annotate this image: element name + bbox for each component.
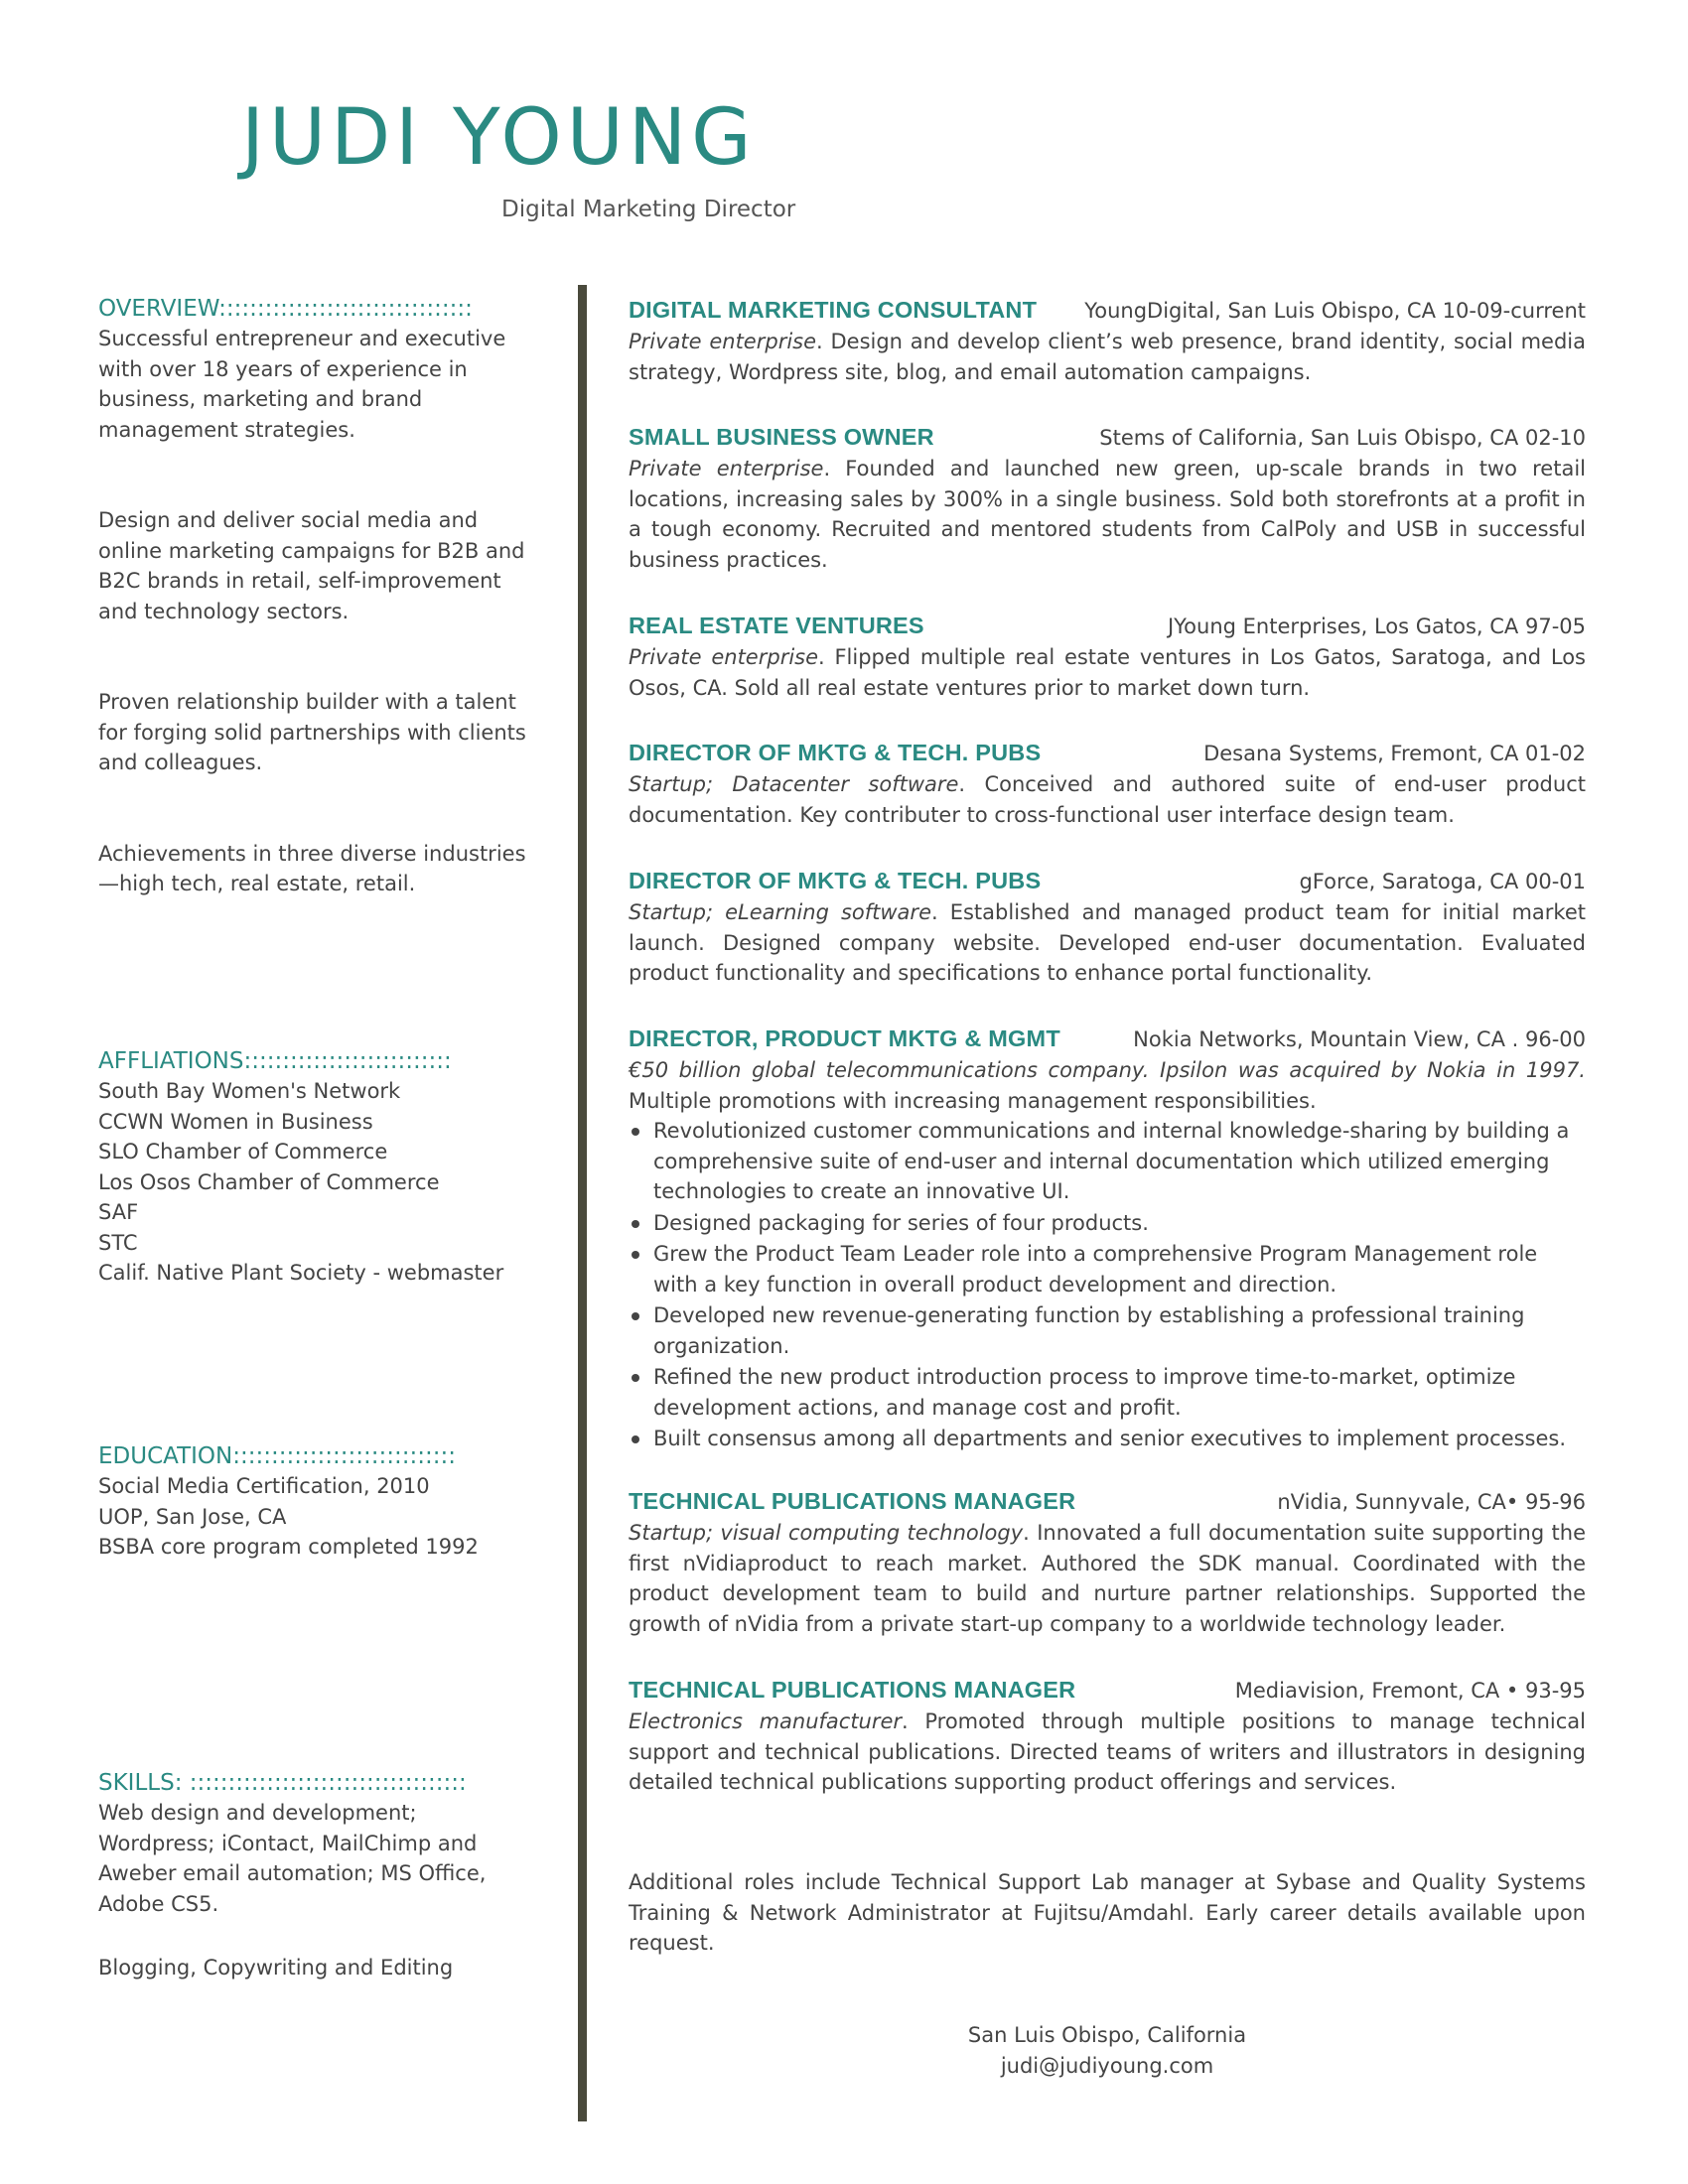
job-entry [629,1023,1586,1455]
skills-section [98,1768,495,1983]
overview-heading: OVERVIEW::::::::::::::::::::::::::::::::: [98,296,473,322]
job-company: Stems of California, San Luis Obispo, CA 02-10 [1099,426,1586,450]
job-title: DIRECTOR OF MKTG & TECH. PUBS [629,868,1042,893]
job-details: . Flipped multiple real estate ventures in Los Gatos, Saratoga, and Los Osos, CA. Sold all real estate ventures prior to market down turn. [629,645,1586,700]
skills-item: Blogging, Copywriting and Editing [98,1956,454,1979]
affiliation-item: SAF [98,1200,139,1224]
job-org-type: Private enterprise [629,330,817,353]
job-org-type: Private enterprise [629,457,824,480]
job-description [629,1055,1586,1116]
job-description [629,1706,1586,1798]
job-entry [629,421,1586,575]
contact-location: San Luis Obispo, California [967,2023,1247,2047]
job-title: TECHNICAL PUBLICATIONS MANAGER [629,1677,1076,1703]
job-details: . Innovated a full documentation suite supporting the first nVidiaproduct to reach market. Authored the SDK manual. Coordinated with the product development team to build and nurture partner relationships. Supported the growth of nVidia from a private start-up company to a worldwide technology leader. [629,1521,1587,1636]
job-entry [629,610,1586,703]
overview-paragraph: Design and deliver social media and online marketing campaigns for B2B and B2C brands in retail, self-improvement and technology sectors. [98,508,525,623]
job-details: . Established and managed product team for initial market launch. Designed company website. Developed end-user documentation. Evaluated product functionality and specifications to enhance portal functionality. [629,900,1586,985]
overview-paragraph: Achievements in three diverse industries—high tech, real estate, retail. [98,841,526,895]
achievement-item: Designed packaging for series of four products. [653,1208,1586,1239]
job-description [629,642,1586,703]
job-description [629,897,1586,989]
affiliation-item: CCWN Women in Business [98,1109,373,1134]
job-entry [629,1674,1586,1798]
skills-heading: SKILLS: :::::::::::::::::::::::::::::::::::: [98,1770,467,1796]
job-details: . Design and develop client’s web presence, brand identity, social media strategy, Wordpress site, blog, and email automation campaigns. [629,330,1586,384]
contact-info [629,2020,1586,2082]
job-title: DIGITAL MARKETING CONSULTANT [629,297,1038,323]
contact-email[interactable]: judi@judiyoung.com [1000,2054,1214,2078]
overview-paragraph: Successful entrepreneur and executive with over 18 years of experience in business, marketing and brand management strategies. [98,327,506,442]
affiliation-item: Calif. Native Plant Society - webmaster [98,1261,504,1285]
job-title: TECHNICAL PUBLICATIONS MANAGER [629,1488,1076,1514]
job-title: SMALL BUSINESS OWNER [629,424,934,450]
job-title: DIRECTOR OF MKTG & TECH. PUBS [629,740,1042,765]
education-item: Social Media Certification, 2010 [98,1474,430,1498]
candidate-title: Digital Marketing Director [501,197,796,222]
job-org-type: Startup; visual computing technology [629,1521,1024,1545]
affiliations-heading: AFFLIATIONS::::::::::::::::::::::::::: [98,1048,452,1074]
education-section [98,1441,545,1563]
affiliation-item: Los Osos Chamber of Commerce [98,1169,440,1194]
sidebar [98,294,545,1979]
vertical-divider [578,285,587,2121]
job-title: DIRECTOR, PRODUCT MKTG & MGMT [629,1025,1060,1051]
job-company: gForce, Saratoga, CA 00-01 [1299,870,1586,893]
job-org-type: Startup; Datacenter software [629,772,959,796]
job-description [629,454,1586,575]
job-description [629,327,1586,387]
job-details: . Conceived and authored suite of end-user product documentation. Key contributer to cross-functional user interface design team. [629,772,1586,827]
achievement-item: Grew the Product Team Leader role into a comprehensive Program Management role with a key function in overall product development and direction. [653,1239,1586,1299]
achievement-item: Refined the new product introduction process to improve time-to-market, optimize development actions, and manage cost and profit. [653,1362,1586,1423]
job-details: . Founded and launched new green, up-scale brands in two retail locations, increasing sales by 300% in a single business. Sold both storefronts at a profit in a tough economy. Recruited and mentored students from CalPoly and USB in successful business practices. [629,457,1587,572]
job-org-type: Electronics manufacturer [629,1709,903,1733]
job-org-type: Private enterprise [629,645,819,669]
education-item: BSBA core program completed 1992 [98,1535,479,1559]
job-company: JYoung Enterprises, Los Gatos, CA 97-05 [1167,614,1586,638]
job-title: REAL ESTATE VENTURES [629,613,924,638]
job-details: Multiple promotions with increasing management responsibilities. [629,1088,1317,1113]
skills-item: Web design and development; Wordpress; iContact, MailChimp and Aweber email automation; MS Office, Adobe CS5. [98,1801,487,1916]
job-company: YoungDigital, San Luis Obispo, CA 10-09-current [1084,299,1586,323]
education-item: UOP, San Jose, CA [98,1504,287,1529]
affiliations-section [98,1046,545,1289]
job-company: nVidia, Sunnyvale, CA• 95-96 [1277,1490,1586,1514]
affiliation-item: STC [98,1230,138,1255]
job-entry [629,865,1586,989]
job-org-type: Startup; eLearning software [629,900,931,924]
job-description [629,1518,1586,1639]
job-org-type: €50 billion global telecommunications company. Ipsilon was acquired by Nokia in 1997. [629,1058,1586,1082]
job-company: Desana Systems, Fremont, CA 01-02 [1203,742,1586,765]
job-details: . Promoted through multiple positions to manage technical support and technical publications. Directed teams of writers and illustrators in designing detailed technical publications supporting product offerings and services. [629,1709,1586,1794]
job-entry [629,737,1586,830]
job-company: Nokia Networks, Mountain View, CA . 96-00 [1133,1027,1586,1051]
affiliation-item: SLO Chamber of Commerce [98,1140,388,1163]
achievement-item: Revolutionized customer communications and internal knowledge-sharing by building a comprehensive suite of end-user and internal documentation which utilized emerging technologies to create an innovative UI. [653,1116,1586,1207]
achievement-item: Developed new revenue-generating function by establishing a professional training organization. [653,1300,1586,1361]
job-entry [629,1485,1586,1639]
additional-roles: Additional roles include Technical Support Lab manager at Sybase and Quality Systems Training & Network Administrator at Fujitsu/Amdahl. Early career details available upon request. [629,1870,1586,1955]
achievement-item: Built consensus among all departments and senior executives to implement processes. [653,1424,1586,1454]
job-entry [629,294,1586,387]
overview-section [98,294,545,899]
education-heading: EDUCATION::::::::::::::::::::::::::::: [98,1443,456,1469]
candidate-name: JUDI YOUNG [241,93,757,183]
job-company: Mediavision, Fremont, CA • 93-95 [1234,1679,1586,1703]
affiliation-item: South Bay Women's Network [98,1079,401,1103]
achievement-list [629,1116,1586,1454]
overview-paragraph: Proven relationship builder with a talent for forging solid partnerships with clients and colleagues. [98,690,526,774]
job-description [629,769,1586,830]
